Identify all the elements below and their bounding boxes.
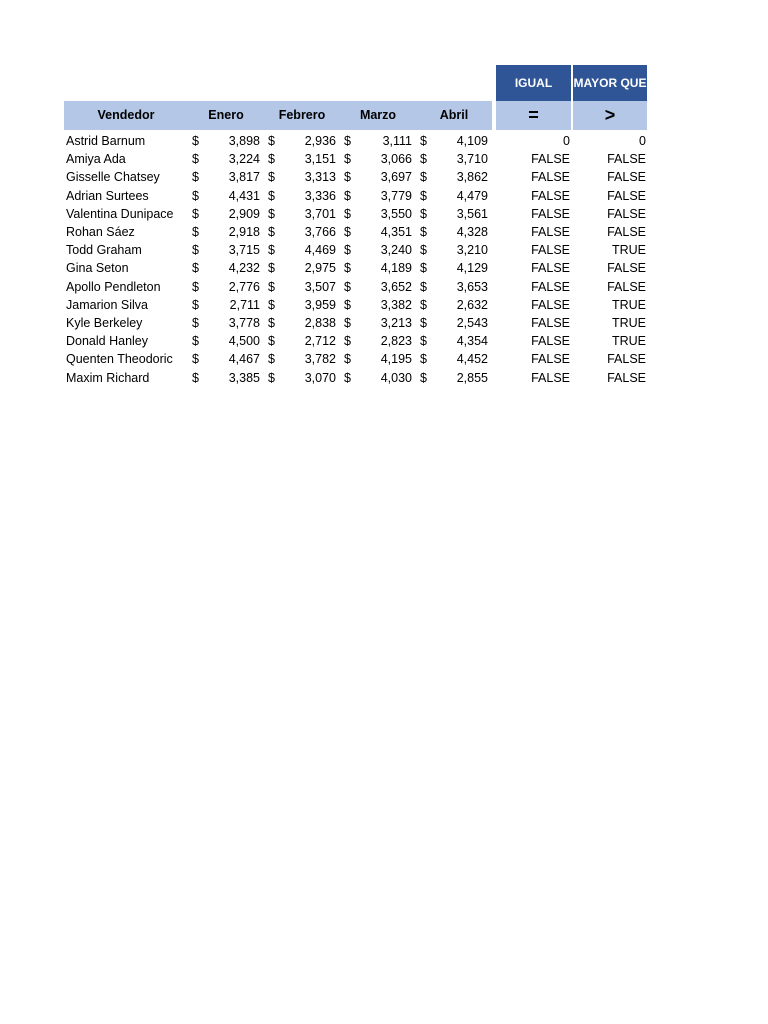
- marzo-cell[interactable]: 3,550: [380, 206, 412, 221]
- vendedor-cell[interactable]: Gisselle Chatsey: [66, 170, 160, 185]
- igual-cell[interactable]: FALSE: [531, 334, 570, 349]
- currency-symbol[interactable]: $: [268, 279, 275, 294]
- febrero-cell[interactable]: 2,838: [304, 316, 336, 331]
- febrero-header[interactable]: Febrero: [264, 101, 340, 130]
- table-row: [64, 150, 648, 168]
- currency-symbol[interactable]: $: [268, 261, 275, 276]
- igual-cell[interactable]: FALSE: [531, 243, 570, 258]
- currency-symbol[interactable]: $: [344, 352, 351, 367]
- table-row: [64, 132, 648, 150]
- currency-symbol[interactable]: $: [420, 134, 427, 148]
- table-row: [64, 223, 648, 241]
- enero-cell[interactable]: 2,918: [228, 225, 260, 240]
- marzo-cell[interactable]: 4,189: [380, 261, 412, 276]
- marzo-cell[interactable]: 2,823: [380, 334, 412, 349]
- mayor-que-header[interactable]: MAYOR QUE: [572, 65, 648, 101]
- currency-symbol[interactable]: $: [268, 316, 275, 331]
- febrero-cell[interactable]: 2,975: [304, 261, 336, 276]
- currency-symbol[interactable]: $: [192, 170, 199, 185]
- top-header-row: [64, 65, 648, 101]
- febrero-cell[interactable]: 2,712: [304, 334, 336, 349]
- currency-symbol[interactable]: $: [192, 225, 199, 240]
- currency-symbol[interactable]: $: [268, 225, 275, 240]
- vendedor-cell[interactable]: Rohan Sáez: [66, 225, 135, 240]
- column-header-row: [64, 101, 648, 130]
- marzo-cell[interactable]: 3,697: [380, 170, 412, 185]
- currency-symbol[interactable]: $: [268, 370, 275, 385]
- mayor-cell[interactable]: 0: [639, 134, 646, 148]
- enero-cell[interactable]: 4,467: [228, 352, 260, 367]
- igual-cell[interactable]: FALSE: [531, 206, 570, 221]
- igual-cell[interactable]: FALSE: [531, 170, 570, 185]
- febrero-cell[interactable]: 3,070: [304, 370, 336, 385]
- currency-symbol[interactable]: $: [344, 152, 351, 167]
- currency-symbol[interactable]: $: [268, 243, 275, 258]
- table-row: [64, 369, 648, 387]
- sales-table: [64, 65, 649, 387]
- vendedor-cell[interactable]: Todd Graham: [66, 243, 142, 258]
- currency-symbol[interactable]: $: [420, 279, 427, 294]
- marzo-cell[interactable]: 3,779: [380, 188, 412, 203]
- febrero-cell[interactable]: 4,469: [304, 243, 336, 258]
- febrero-cell[interactable]: 3,336: [304, 188, 336, 203]
- febrero-cell[interactable]: 3,507: [304, 279, 336, 294]
- enero-cell[interactable]: 3,385: [228, 370, 260, 385]
- abril-cell[interactable]: 4,452: [456, 352, 488, 367]
- igual-cell[interactable]: FALSE: [531, 316, 570, 331]
- enero-cell[interactable]: 3,715: [228, 243, 260, 258]
- currency-symbol[interactable]: $: [344, 334, 351, 349]
- currency-symbol[interactable]: $: [192, 206, 199, 221]
- vendedor-cell[interactable]: Jamarion Silva: [66, 297, 148, 312]
- currency-symbol[interactable]: $: [344, 225, 351, 240]
- marzo-cell[interactable]: 3,066: [380, 152, 412, 167]
- enero-cell[interactable]: 3,898: [228, 134, 260, 148]
- spreadsheet: [64, 65, 649, 387]
- currency-symbol[interactable]: $: [268, 334, 275, 349]
- currency-symbol[interactable]: $: [192, 297, 199, 312]
- currency-symbol[interactable]: $: [192, 134, 199, 148]
- enero-cell[interactable]: 2,776: [228, 279, 260, 294]
- currency-symbol[interactable]: $: [344, 370, 351, 385]
- currency-symbol[interactable]: $: [344, 206, 351, 221]
- mayor-cell[interactable]: TRUE: [611, 243, 646, 258]
- abril-cell[interactable]: 4,328: [456, 225, 488, 240]
- currency-symbol[interactable]: $: [192, 334, 199, 349]
- igual-symbol-header[interactable]: =: [496, 101, 572, 130]
- currency-symbol[interactable]: $: [344, 297, 351, 312]
- igual-cell[interactable]: 0: [563, 134, 570, 148]
- mayor-cell[interactable]: FALSE: [607, 170, 646, 185]
- enero-header[interactable]: Enero: [188, 101, 264, 130]
- vendedor-cell[interactable]: Adrian Surtees: [66, 188, 149, 203]
- mayor-cell[interactable]: TRUE: [611, 316, 646, 331]
- vendedor-header[interactable]: Vendedor: [64, 101, 188, 130]
- vendedor-cell[interactable]: Apollo Pendleton: [66, 279, 161, 294]
- currency-symbol[interactable]: $: [192, 188, 199, 203]
- mayor-cell[interactable]: FALSE: [607, 206, 646, 221]
- currency-symbol[interactable]: $: [420, 334, 427, 349]
- vendedor-cell[interactable]: Donald Hanley: [66, 334, 148, 349]
- febrero-cell[interactable]: 3,701: [304, 206, 336, 221]
- currency-symbol[interactable]: $: [420, 261, 427, 276]
- abril-cell[interactable]: 4,354: [456, 334, 488, 349]
- febrero-cell[interactable]: 3,151: [304, 152, 336, 167]
- marzo-cell[interactable]: 4,030: [380, 370, 412, 385]
- currency-symbol[interactable]: $: [344, 316, 351, 331]
- abril-cell[interactable]: 3,210: [456, 243, 488, 258]
- igual-cell[interactable]: FALSE: [531, 188, 570, 203]
- currency-symbol[interactable]: $: [268, 188, 275, 203]
- abril-cell[interactable]: 3,653: [456, 279, 488, 294]
- table-row: [64, 168, 648, 186]
- currency-symbol[interactable]: $: [268, 206, 275, 221]
- currency-symbol[interactable]: $: [344, 188, 351, 203]
- abril-cell[interactable]: 4,129: [456, 261, 488, 276]
- currency-symbol[interactable]: $: [420, 206, 427, 221]
- currency-symbol[interactable]: $: [344, 279, 351, 294]
- mayor-cell[interactable]: TRUE: [611, 297, 646, 312]
- currency-symbol[interactable]: $: [268, 170, 275, 185]
- vendedor-cell[interactable]: Astrid Barnum: [66, 134, 146, 148]
- enero-cell[interactable]: 3,224: [228, 152, 260, 167]
- enero-cell[interactable]: 4,232: [228, 261, 260, 276]
- febrero-cell[interactable]: 2,936: [304, 134, 336, 148]
- enero-cell[interactable]: 4,431: [228, 188, 260, 203]
- abril-cell[interactable]: 2,543: [456, 316, 488, 331]
- abril-cell[interactable]: 4,479: [456, 188, 488, 203]
- abril-cell[interactable]: 3,561: [456, 206, 488, 221]
- enero-cell[interactable]: 2,909: [228, 206, 260, 221]
- currency-symbol[interactable]: $: [344, 170, 351, 185]
- enero-cell[interactable]: 3,817: [228, 170, 260, 185]
- currency-symbol[interactable]: $: [420, 152, 427, 167]
- marzo-cell[interactable]: 3,111: [382, 134, 412, 148]
- currency-symbol[interactable]: $: [192, 279, 199, 294]
- vendedor-cell[interactable]: Gina Seton: [66, 261, 129, 276]
- mayor-cell[interactable]: FALSE: [607, 352, 646, 367]
- mayor-cell[interactable]: FALSE: [607, 152, 646, 167]
- marzo-cell[interactable]: 3,240: [380, 243, 412, 258]
- currency-symbol[interactable]: $: [420, 370, 427, 385]
- currency-symbol[interactable]: $: [192, 316, 199, 331]
- abril-header[interactable]: Abril: [416, 101, 492, 130]
- currency-symbol[interactable]: $: [192, 152, 199, 167]
- igual-cell[interactable]: FALSE: [531, 152, 570, 167]
- febrero-cell[interactable]: 3,959: [304, 297, 336, 312]
- marzo-header[interactable]: Marzo: [340, 101, 416, 130]
- febrero-cell[interactable]: 3,766: [304, 225, 336, 240]
- igual-cell[interactable]: FALSE: [531, 279, 570, 294]
- abril-cell[interactable]: 3,862: [456, 170, 488, 185]
- igual-cell[interactable]: FALSE: [531, 370, 570, 385]
- currency-symbol[interactable]: $: [192, 370, 199, 385]
- table-row: [64, 332, 648, 350]
- mayor-cell[interactable]: FALSE: [607, 370, 646, 385]
- currency-symbol[interactable]: $: [420, 297, 427, 312]
- enero-cell[interactable]: 2,711: [229, 297, 260, 312]
- enero-cell[interactable]: 3,778: [228, 316, 260, 331]
- igual-cell[interactable]: FALSE: [531, 261, 570, 276]
- vendedor-cell[interactable]: Quenten Theodoric: [66, 352, 173, 367]
- vendedor-cell[interactable]: Valentina Dunipace: [66, 206, 174, 221]
- table-row: [64, 296, 648, 314]
- vendedor-cell[interactable]: Maxim Richard: [66, 370, 150, 385]
- marzo-cell[interactable]: 4,351: [380, 225, 412, 240]
- currency-symbol[interactable]: $: [268, 352, 275, 367]
- mayor-symbol-header[interactable]: >: [572, 101, 648, 130]
- currency-symbol[interactable]: $: [344, 243, 351, 258]
- currency-symbol[interactable]: $: [420, 188, 427, 203]
- febrero-cell[interactable]: 3,313: [304, 170, 336, 185]
- currency-symbol[interactable]: $: [192, 261, 199, 276]
- igual-cell[interactable]: FALSE: [531, 352, 570, 367]
- vendedor-cell[interactable]: Kyle Berkeley: [66, 316, 143, 331]
- currency-symbol[interactable]: $: [420, 170, 427, 185]
- currency-symbol[interactable]: $: [268, 134, 275, 148]
- marzo-cell[interactable]: 3,382: [380, 297, 412, 312]
- igual-cell[interactable]: FALSE: [531, 225, 570, 240]
- currency-symbol[interactable]: $: [420, 316, 427, 331]
- currency-symbol[interactable]: $: [192, 352, 199, 367]
- currency-symbol[interactable]: $: [420, 352, 427, 367]
- table-row: [64, 241, 648, 259]
- currency-symbol[interactable]: $: [420, 243, 427, 258]
- marzo-cell[interactable]: 3,652: [380, 279, 412, 294]
- igual-cell[interactable]: FALSE: [531, 297, 570, 312]
- table-row: [64, 314, 648, 332]
- currency-symbol[interactable]: $: [420, 225, 427, 240]
- marzo-cell[interactable]: 4,195: [380, 352, 412, 367]
- table-row: [64, 259, 648, 277]
- igual-header[interactable]: IGUAL: [496, 65, 572, 101]
- currency-symbol[interactable]: $: [192, 243, 199, 258]
- table-row: [64, 187, 648, 205]
- marzo-cell[interactable]: 3,213: [380, 316, 412, 331]
- mayor-cell[interactable]: FALSE: [607, 188, 646, 203]
- mayor-cell[interactable]: FALSE: [607, 279, 646, 294]
- currency-symbol[interactable]: $: [344, 261, 351, 276]
- table-row: [64, 205, 648, 223]
- mayor-cell[interactable]: FALSE: [607, 261, 646, 276]
- table-row: [64, 350, 648, 368]
- mayor-cell[interactable]: FALSE: [607, 225, 646, 240]
- enero-cell[interactable]: 4,500: [228, 334, 260, 349]
- currency-symbol[interactable]: $: [268, 297, 275, 312]
- abril-cell[interactable]: 2,632: [456, 297, 488, 312]
- abril-cell[interactable]: 3,710: [456, 152, 488, 167]
- abril-cell[interactable]: 2,855: [456, 370, 488, 385]
- currency-symbol[interactable]: $: [268, 152, 275, 167]
- table-row: [64, 278, 648, 296]
- febrero-cell[interactable]: 3,782: [304, 352, 336, 367]
- vendedor-cell[interactable]: Amiya Ada: [66, 152, 126, 167]
- currency-symbol[interactable]: $: [344, 134, 351, 148]
- mayor-cell[interactable]: TRUE: [611, 334, 646, 349]
- abril-cell[interactable]: 4,109: [456, 134, 488, 148]
